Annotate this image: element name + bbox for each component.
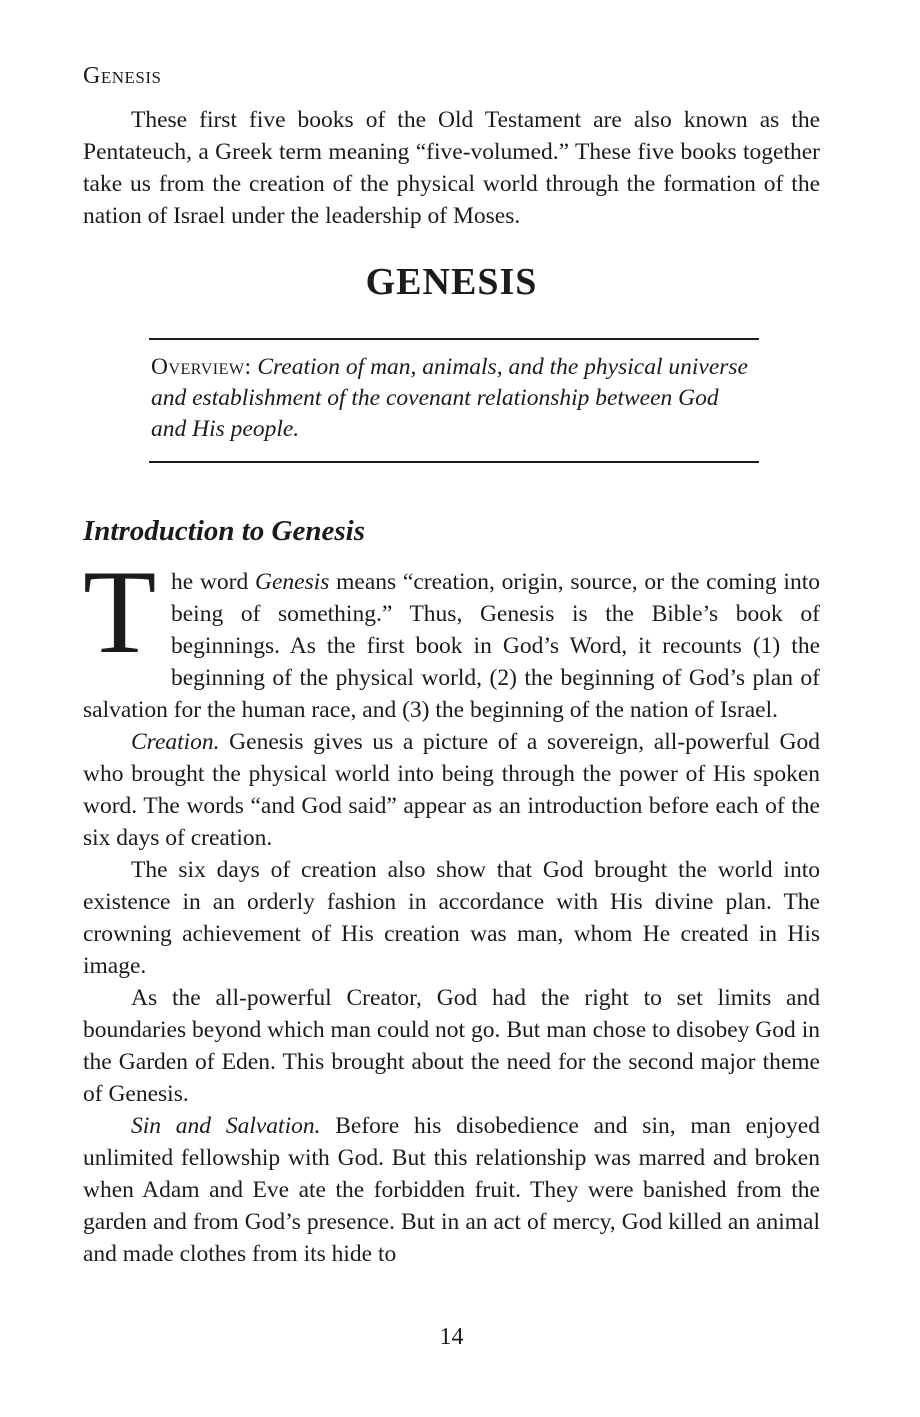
page-content xyxy=(83,0,820,1270)
overview-body: Creation of man, animals, and the physical universe and establishment of the covenant relationship between God and His people. xyxy=(151,354,748,442)
body-text: Genesis gives us a picture of a sovereign, all-powerful God who brought the physical world into being through the power of His spoken word. The words “and God said” appear as an introduction before each of the six days of creation. xyxy=(83,729,820,851)
body-text: he word xyxy=(171,569,255,595)
paragraph xyxy=(83,854,820,982)
section-heading: Introduction to Genesis xyxy=(83,515,365,547)
body-text: Before his disobedience and sin, man enjoyed unlimited fellowship with God. But this relationship was marred and broken when Adam and Eve ate the forbidden fruit. They were banished from the garden and from God’s presence. But in an act of mercy, God killed an animal and made clothes from its hide to xyxy=(83,1113,820,1267)
running-head: Genesis xyxy=(83,63,162,89)
drop-cap: T xyxy=(83,545,157,678)
body-text: As the all-powerful Creator, God had the right to set limits and boundaries beyond which man could not go. But man chose to disobey God in the Garden of Eden. This brought about the need for the second major theme of Genesis. xyxy=(83,985,820,1107)
paragraph xyxy=(83,545,820,726)
italic-text: Sin and Salvation. xyxy=(131,1113,321,1139)
overview-box xyxy=(149,338,759,463)
article-body xyxy=(83,545,820,1270)
overview-label: Overview: xyxy=(151,354,252,380)
overview-text xyxy=(151,352,757,445)
paragraph xyxy=(83,1110,820,1270)
paragraph xyxy=(83,726,820,854)
italic-text: Genesis xyxy=(254,569,330,595)
body-text: means “creation, origin, source, or the coming into being of something.” Thus, Genesis is the Bible’s book of beginnings. As the first book in God’s Word, it recounts (1) the beginning of the physical world, (2) the beginning of God’s plan of salvation for the human race, and (3) the beginning of the nation of Israel. xyxy=(83,569,820,723)
page-number: 14 xyxy=(439,1324,464,1350)
paragraph xyxy=(83,982,820,1110)
book-title: GENESIS xyxy=(365,261,538,303)
body-text: The six days of creation also show that God brought the world into existence in an orderly fashion in accordance with His divine plan. The crowning achievement of His creation was man, whom He created in His image. xyxy=(83,857,820,979)
italic-text: Creation. xyxy=(131,729,220,755)
opening-paragraph: These first five books of the Old Testament are also known as the Pentateuch, a Greek term meaning “five-volumed.” These five books together take us from the creation of the physical world through the formation of the nation of Israel under the leadership of Moses. xyxy=(83,107,820,229)
